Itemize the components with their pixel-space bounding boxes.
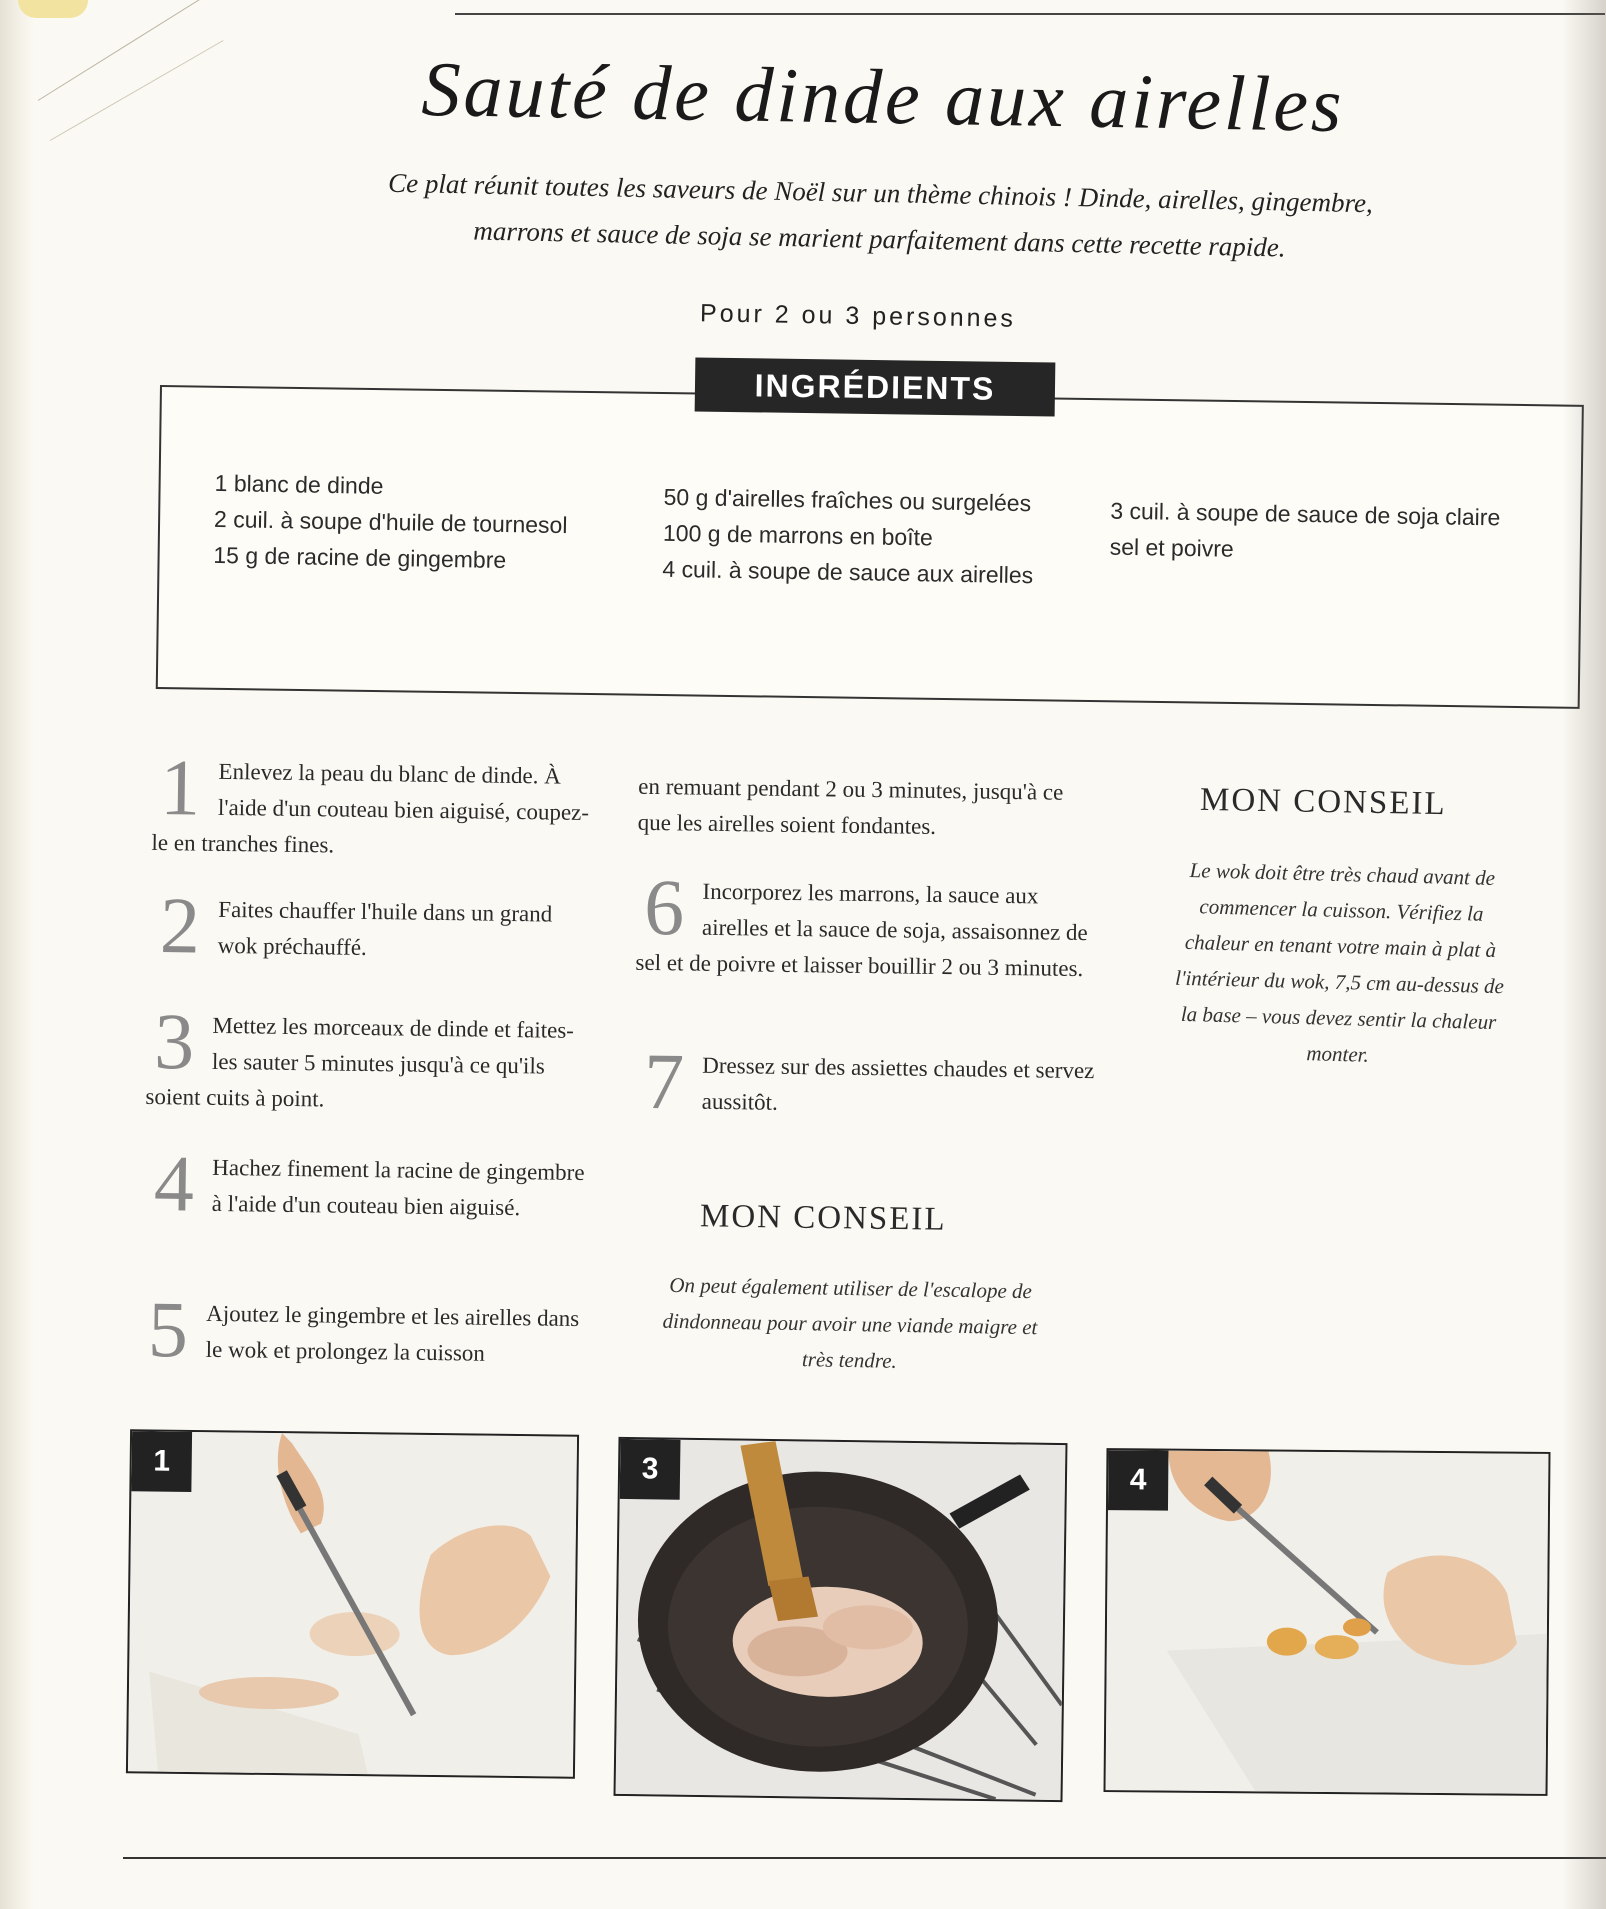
step-text: Ajoutez le gingembre et les airelles dans le wok et prolongez la cuisson <box>205 1300 580 1366</box>
step-5 <box>140 1286 581 1375</box>
intro-line: Ce plat réunit toutes les saveurs de Noël sur un thème chinois ! Dinde, airelles, gingembre, <box>387 167 1374 219</box>
step-4 <box>146 1140 587 1229</box>
ingredient-item: 2 cuil. à soupe d'huile de tournesol <box>213 505 568 539</box>
knife-slicing-turkey-illustration <box>128 1431 577 1776</box>
servings: Pour 2 ou 3 personnes <box>699 299 1017 333</box>
recipe-intro <box>329 158 1431 273</box>
step-number: 1 <box>159 744 201 833</box>
step-text: en remuant pendant 2 ou 3 minutes, jusqu'à ce que les airelles soient fondantes. <box>637 773 1064 839</box>
recipe-title: Sauté de dinde aux airelles <box>420 44 1346 149</box>
chopping-ginger-illustration <box>1106 1450 1549 1794</box>
step-text: Enlevez la peau du blanc de dinde. À l'aide d'un couteau bien aiguisé, coupez-le en tranches fines. <box>151 758 590 858</box>
step-1 <box>151 744 592 867</box>
step-number: 4 <box>153 1140 195 1229</box>
step-5-continued <box>638 769 1099 847</box>
wok-stir-fry-photo <box>614 1437 1068 1802</box>
page-binding <box>0 0 34 1909</box>
step-number: 2 <box>159 882 201 971</box>
tip-heading: MON CONSEIL <box>699 1198 947 1238</box>
ingredient-item: 1 blanc de dinde <box>214 469 384 499</box>
wok-stir-fry-illustration <box>616 1439 1066 1800</box>
chopping-ginger-photo <box>1104 1448 1551 1796</box>
step-number: 6 <box>643 863 685 953</box>
tip-text: Le wok doit être très chaud avant de commencer la cuisson. Vérifiez la chaleur en tenant votre main à plat à l'intérieur du wok, 7,5 cm au-dessus de la base – vous devez sentir la chaleur monter. <box>1174 858 1505 1067</box>
step-text: Mettez les morceaux de dinde et faites-les sauter 5 minutes jusqu'à ce qu'ils soient cuits à point. <box>145 1012 575 1112</box>
step-text: Faites chauffer l'huile dans un grand wok préchauffé. <box>217 896 553 960</box>
ingredients-column-1 <box>213 465 568 579</box>
ingredient-item: sel et poivre <box>1109 533 1234 562</box>
knife-slicing-turkey-photo <box>126 1429 579 1778</box>
ingredients-heading: INGRÉDIENTS <box>695 357 1056 416</box>
ingredients-column-3 <box>1109 493 1500 572</box>
step-text: Incorporez les marrons, la sauce aux airelles et la sauce de soja, assaisonnez de sel et de poivre et laisser bouillir 2 ou 3 minutes. <box>635 878 1088 982</box>
ingredient-item: 15 g de racine de gingembre <box>213 541 507 574</box>
ingredient-item: 4 cuil. à soupe de sauce aux airelles <box>662 555 1034 589</box>
step-2 <box>152 882 593 971</box>
step-7 <box>636 1037 1097 1127</box>
step-number: 3 <box>153 998 195 1087</box>
corner-stain <box>18 0 88 18</box>
tip-heading: MON CONSEIL <box>1199 781 1447 823</box>
step-text: Hachez finement la racine de gingembre à l'aide d'un couteau bien aiguisé. <box>211 1154 585 1221</box>
tip-text: On peut également utiliser de l'escalope de dindonneau pour avoir une viande maigre et très tendre. <box>662 1272 1038 1373</box>
step-3 <box>145 998 586 1121</box>
ingredient-item: 50 g d'airelles fraîches ou surgelées <box>663 483 1032 517</box>
ingredients-column-2 <box>662 479 1035 593</box>
ingredient-item: 100 g de marrons en boîte <box>662 519 934 551</box>
bottom-rule <box>123 1857 1606 1859</box>
ingredient-item: 3 cuil. à soupe de sauce de soja claire <box>1110 497 1501 531</box>
step-6 <box>635 863 1096 987</box>
top-rule <box>455 13 1605 15</box>
photo-step-badge: 3 <box>620 1439 681 1500</box>
photo-step-badge: 1 <box>131 1431 192 1492</box>
step-number: 5 <box>147 1286 189 1375</box>
page-curl-shadow <box>1562 0 1606 1909</box>
photo-step-badge: 4 <box>1108 1450 1169 1511</box>
step-number: 7 <box>643 1037 685 1127</box>
intro-line: marrons et sauce de soja se marient parfaitement dans cette recette rapide. <box>473 215 1286 263</box>
step-text: Dressez sur des assiettes chaudes et servez aussitôt. <box>701 1052 1095 1115</box>
